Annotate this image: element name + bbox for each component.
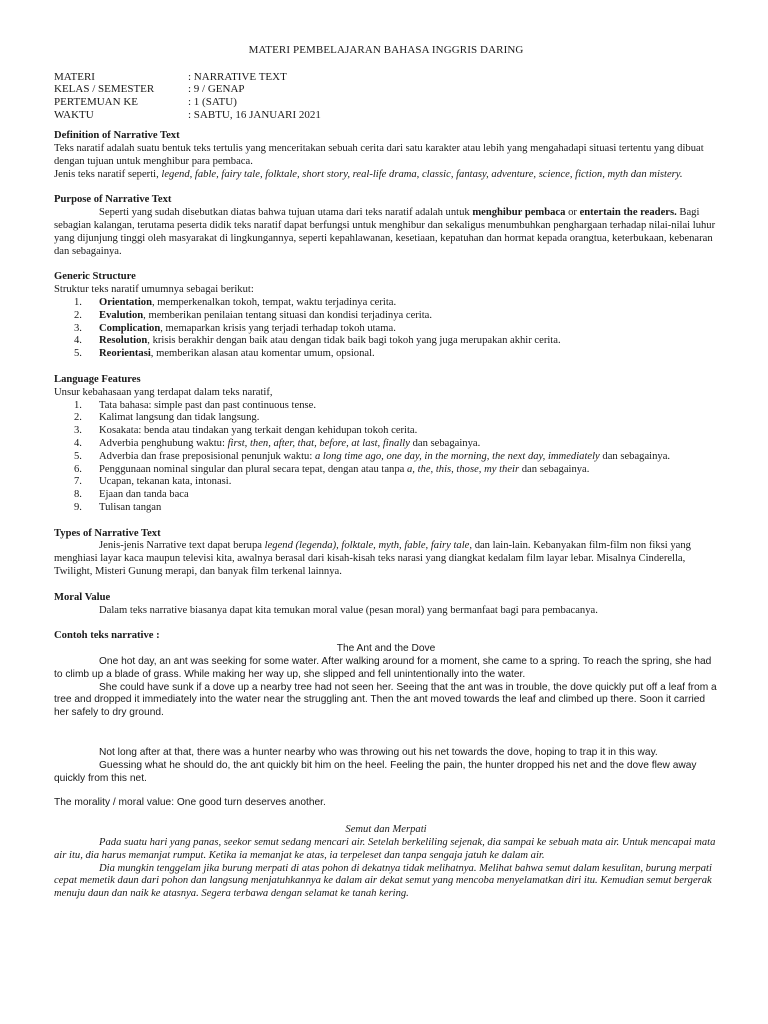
text-span: Kalimat langsung dan tidak langsung. bbox=[99, 412, 260, 424]
text-span: , krisis berakhir dengan baik atau dengan tidak baik bagi tokoh yang juga merupakan akhir cerita. bbox=[147, 335, 561, 347]
moral-line: The morality / moral value: One good turn deserves another. bbox=[54, 797, 326, 809]
italic-span: a, the, this, those, my their bbox=[407, 463, 520, 475]
paragraph bbox=[54, 207, 718, 258]
list-item bbox=[54, 400, 718, 413]
paragraph: Dalam teks narrative biasanya dapat kita temukan moral value (pesan moral) yang bermanfaat bagi para pembacanya. bbox=[99, 604, 598, 616]
list-number: 8. bbox=[74, 489, 82, 501]
bold-span: Resolution bbox=[99, 335, 148, 347]
story-title: Semut dan Merpati bbox=[345, 824, 427, 836]
list-number: 1. bbox=[74, 296, 82, 308]
section-structure bbox=[54, 271, 718, 361]
structure-list bbox=[54, 297, 718, 361]
section-heading: Language Features bbox=[54, 373, 141, 385]
text-span: Penggunaan nominal singular dan plural secara tepat, dengan atau tanpa bbox=[99, 463, 407, 475]
text-span: , memberikan penilaian tentang situasi dan kondisi terjadinya cerita. bbox=[143, 309, 433, 321]
spacer bbox=[54, 720, 718, 747]
text-span: dan sebagainya. bbox=[519, 463, 590, 475]
list-item bbox=[54, 310, 718, 323]
section-heading: Moral Value bbox=[54, 591, 111, 603]
italic-span: a long time ago, one day, in the morning, the next day, immediately bbox=[314, 450, 600, 462]
story-english bbox=[54, 643, 718, 810]
section-heading: Definition of Narrative Text bbox=[54, 130, 180, 142]
meta-row-kelas bbox=[54, 83, 718, 96]
list-item bbox=[54, 476, 718, 489]
list-number: 6. bbox=[74, 463, 82, 475]
section-heading: Types of Narrative Text bbox=[54, 527, 161, 539]
document-title: MATERI PEMBELAJARAN BAHASA INGGRIS DARING bbox=[248, 44, 524, 56]
story-indonesian bbox=[54, 824, 718, 901]
text-span: , dan lain-lain. Kebanyakan film-film non fiksi yang menghiasi layar kaca maupun televisi kita, awalnya berasal dari kisah-kisah teks narasi yang diangkat kedalam film layar lebar. Misalnya Cinderella, Twilight, Misteri Gunung merapi, dan banyak film terkenal lainnya. bbox=[54, 540, 691, 578]
list-number: 4. bbox=[74, 437, 82, 449]
meta-row-pertemuan bbox=[54, 96, 718, 109]
meta-value: : 9 / GENAP bbox=[188, 83, 245, 96]
story-title: The Ant and the Dove bbox=[336, 643, 436, 655]
bold-span: menghibur pembaca bbox=[472, 207, 566, 219]
section-types bbox=[54, 528, 718, 579]
list-number: 3. bbox=[74, 322, 82, 334]
text-span: Jenis teks naratif seperti, bbox=[54, 168, 162, 180]
meta-row-materi bbox=[54, 71, 718, 84]
list-item bbox=[54, 425, 718, 438]
bold-span: Orientation bbox=[99, 296, 152, 308]
section-heading: Contoh teks narrative : bbox=[54, 630, 160, 642]
document-page bbox=[54, 44, 718, 901]
text-span: Ejaan dan tanda baca bbox=[99, 489, 189, 501]
meta-value: : NARRATIVE TEXT bbox=[188, 70, 287, 83]
list-number: 3. bbox=[74, 425, 82, 437]
language-list bbox=[54, 400, 718, 515]
meta-label: PERTEMUAN KE bbox=[54, 95, 138, 108]
list-number: 2. bbox=[74, 412, 82, 424]
list-number: 1. bbox=[74, 399, 82, 411]
list-item bbox=[54, 348, 718, 361]
list-item bbox=[54, 323, 718, 336]
text-span: Jenis-jenis Narrative text dapat berupa bbox=[99, 540, 265, 552]
text-span: Bagi sebagian kalangan, terutama peserta didik teks naratif dapat berfungsi untuk menghibur dan sekaligus menumbuhkan penghargaan terhadap nilai-nilai luhur yang dijunjung tinggi oleh masyarakat di lingkungannya, seperti kepahlawanan, kesetiaan, kepatuhan dan hormat kepada orangtua, keterbukaan, kebenaran dan sebagainya. bbox=[54, 207, 716, 257]
text-span: Tulisan tangan bbox=[99, 501, 162, 513]
list-item bbox=[54, 464, 718, 477]
section-definition bbox=[54, 130, 718, 181]
text-span: Adverbia dan frase preposisional penunjuk waktu: bbox=[99, 450, 315, 462]
text-span: dan sebagainya. bbox=[409, 437, 481, 449]
text-span: Ucapan, tekanan kata, intonasi. bbox=[99, 476, 232, 488]
paragraph bbox=[54, 540, 718, 578]
section-purpose bbox=[54, 194, 718, 258]
bold-span: Evalution bbox=[99, 309, 144, 321]
paragraph: Guessing what he should do, the ant quickly bit him on the heel. Feeling the pain, the hunter dropped his net and the dove flew away quickly from this net. bbox=[54, 759, 697, 784]
list-item bbox=[54, 412, 718, 425]
paragraph: Dia mungkin tenggelam jika burung merpati di atas pohon di dekatnya tidak melihatnya. Melihat bahwa semut dalam kesulitan, burung merpati cepat memetik daun dari pohon dan langsung menjatuhkannya ke dalam air dekat semut yang mencoba menyelamatkan diri itu. Kemudian semut bergerak menuju daun dan naik ke atasnya. Segera terbawa dengan selamat ke tanah kering. bbox=[54, 862, 712, 900]
meta-value: : SABTU, 16 JANUARI 2021 bbox=[188, 108, 321, 121]
bold-span: Complication bbox=[99, 322, 161, 334]
list-number: 4. bbox=[74, 335, 82, 347]
italic-span: first, then, after, that, before, at last, finally bbox=[227, 437, 410, 449]
text-span: or bbox=[565, 207, 580, 219]
paragraph: Unsur kebahasaan yang terdapat dalam teks naratif, bbox=[54, 386, 273, 398]
text-span: , memberikan alasan atau komentar umum, opsional. bbox=[150, 348, 375, 360]
meta-label: WAKTU bbox=[54, 108, 94, 121]
paragraph: Not long after at that, there was a hunter nearby who was throwing out his net towards the dove, hoping to trap it in this way. bbox=[99, 747, 658, 759]
meta-label: KELAS / SEMESTER bbox=[54, 83, 155, 96]
section-example bbox=[54, 630, 718, 901]
italic-span: legend (legenda), folktale, myth, fable, fairy tale bbox=[264, 540, 470, 552]
list-number: 5. bbox=[74, 348, 82, 360]
list-number: 9. bbox=[74, 501, 82, 513]
section-moral bbox=[54, 592, 718, 618]
list-item bbox=[54, 297, 718, 310]
meta-table bbox=[54, 71, 718, 121]
bold-span: entertain the readers. bbox=[579, 207, 677, 219]
text-span: Kosakata: benda atau tindakan yang terkait dengan kehidupan tokoh cerita. bbox=[99, 425, 418, 437]
list-number: 5. bbox=[74, 450, 82, 462]
text-span: , memperkenalkan tokoh, tempat, waktu terjadinya cerita. bbox=[151, 296, 397, 308]
list-number: 2. bbox=[74, 309, 82, 321]
italic-span: legend, fable, fairy tale, folktale, short story, real-life drama, classic, fantasy, adventure, science, fiction, myth dan mistery. bbox=[161, 168, 683, 180]
bold-span: Reorientasi bbox=[99, 348, 151, 360]
list-item bbox=[54, 489, 718, 502]
list-item bbox=[54, 451, 718, 464]
paragraph: Pada suatu hari yang panas, seekor semut sedang mencari air. Setelah berkeliling sejenak, dia sampai ke sebuah mata air. Untuk mencapai mata air itu, dia harus memanjat rumput. Ketika ia memanjat ke atas, ia terpeleset dan tanpa sengaja jatuh ke dalam air. bbox=[54, 837, 716, 861]
text-span: Adverbia penghubung waktu: bbox=[99, 437, 228, 449]
section-heading: Generic Structure bbox=[54, 271, 136, 283]
text-span: dan sebagainya. bbox=[599, 450, 671, 462]
text-span: Seperti yang sudah disebutkan diatas bahwa tujuan utama dari teks naratif adalah untuk bbox=[99, 207, 473, 219]
paragraph: She could have sunk if a dove up a nearby tree had not seen her. Seeing that the ant was in trouble, the dove quickly put off a leaf from a tree and dropped it immediately into the water near the struggling ant. Then the ant moved towards the leaf and climbed up there. Soon it carried her safely to dry ground. bbox=[54, 681, 717, 719]
paragraph: One hot day, an ant was seeking for some water. After walking around for a moment, she came to a spring. To reach the spring, she had to climb up a blade of grass. While making her way up, she slipped and fell unintentionally into the water. bbox=[54, 656, 712, 680]
text-span: Tata bahasa: simple past dan past continuous tense. bbox=[99, 399, 316, 411]
list-item bbox=[54, 438, 718, 451]
paragraph: Teks naratif adalah suatu bentuk teks tertulis yang menceritakan sebuah cerita dari satu karakter atau lebih yang mengahadapi situasi tertentu yang dibuat dengan tujuan untuk menghibur para pembaca. bbox=[54, 142, 704, 167]
list-number: 7. bbox=[74, 476, 82, 488]
meta-label: MATERI bbox=[54, 70, 95, 83]
section-language bbox=[54, 374, 718, 515]
meta-value: : 1 (SATU) bbox=[188, 95, 237, 108]
text-span: , memaparkan krisis yang terjadi terhadap tokoh utama. bbox=[160, 322, 396, 334]
section-heading: Purpose of Narrative Text bbox=[54, 194, 172, 206]
meta-row-waktu bbox=[54, 109, 718, 122]
paragraph bbox=[54, 169, 718, 182]
list-item bbox=[54, 502, 718, 515]
list-item bbox=[54, 335, 718, 348]
paragraph: Struktur teks naratif umumnya sebagai berikut: bbox=[54, 284, 254, 296]
